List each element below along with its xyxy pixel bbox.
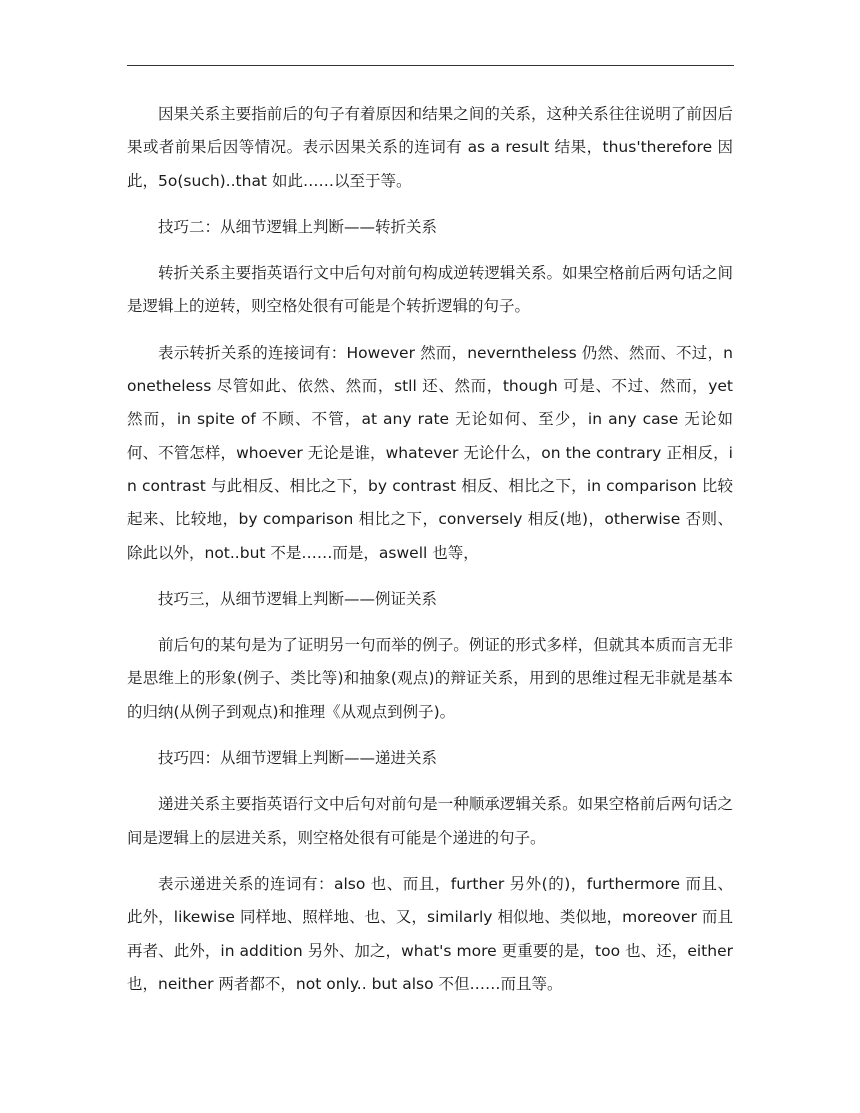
- document-body: [127, 98, 733, 1014]
- paragraph-contrast-connectives: 表示转折关系的连接词有：However 然而，neverntheless 仍然、然而、不过，nonetheless 尽管如此、依然、然而，stll 还、然而，though 可是、不过、然而，yet 然而，in spite of 不顾、不管，at any rate 无论如何、至少，in any case 无论如何、不管怎样，whoever 无论是谁，whatever 无论什么，on the contrary 正相反，in contrast 与此相反、相比之下，by contrast 相反、相比之下，in comparison 比较起来、比较地，by comparison 相比之下，conversely 相反(地)，otherwise 否则、除此以外，not..but 不是……而是，aswell 也等，: [127, 343, 733, 562]
- heading-tip-four: 技巧四：从细节逻辑上判断——递进关系: [158, 749, 438, 768]
- paragraph-progression-connectives: 表示递进关系的连词有：also 也、而且，further 另外(的)，furthermore 而且、此外，likewise 同样地、照样地、也、又，similarly 相似地、类似地，moreover 而且再者、此外，in addition 另外、加之，what's more 更重要的是，too 也、还，either 也，neither 两者都不，not only.. but also 不但……而且等。: [127, 874, 733, 993]
- paragraph-cause-effect: 因果关系主要指前后的句子有着原因和结果之间的关系，这种关系往往说明了前因后果或者前果后因等情况。表示因果关系的连词有 as a result 结果，thus'therefore 因此，5o(such)..that 如此……以至于等。: [127, 105, 733, 190]
- heading-tip-two: 技巧二：从细节逻辑上判断——转折关系: [158, 217, 438, 236]
- paragraph-exemplification: 前后句的某句是为了证明另一句而举的例子。例证的形式多样，但就其本质而言无非是思维上的形象(例子、类比等)和抽象(观点)的辩证关系，用到的思维过程无非就是基本的归纳(从例子到观点)和推理《从观点到例子)。: [127, 636, 733, 721]
- paragraph-progression-definition: 递进关系主要指英语行文中后句对前句是一种顺承逻辑关系。如果空格前后两句话之间是逻辑上的层进关系，则空格处很有可能是个递进的句子。: [127, 795, 733, 847]
- header-rule: [127, 65, 734, 66]
- heading-tip-three: 技巧三，从细节逻辑上判断——例证关系: [158, 589, 438, 608]
- paragraph-contrast-definition: 转折关系主要指英语行文中后句对前句构成逆转逻辑关系。如果空格前后两句话之间是逻辑上的逆转，则空格处很有可能是个转折逻辑的句子。: [127, 264, 733, 316]
